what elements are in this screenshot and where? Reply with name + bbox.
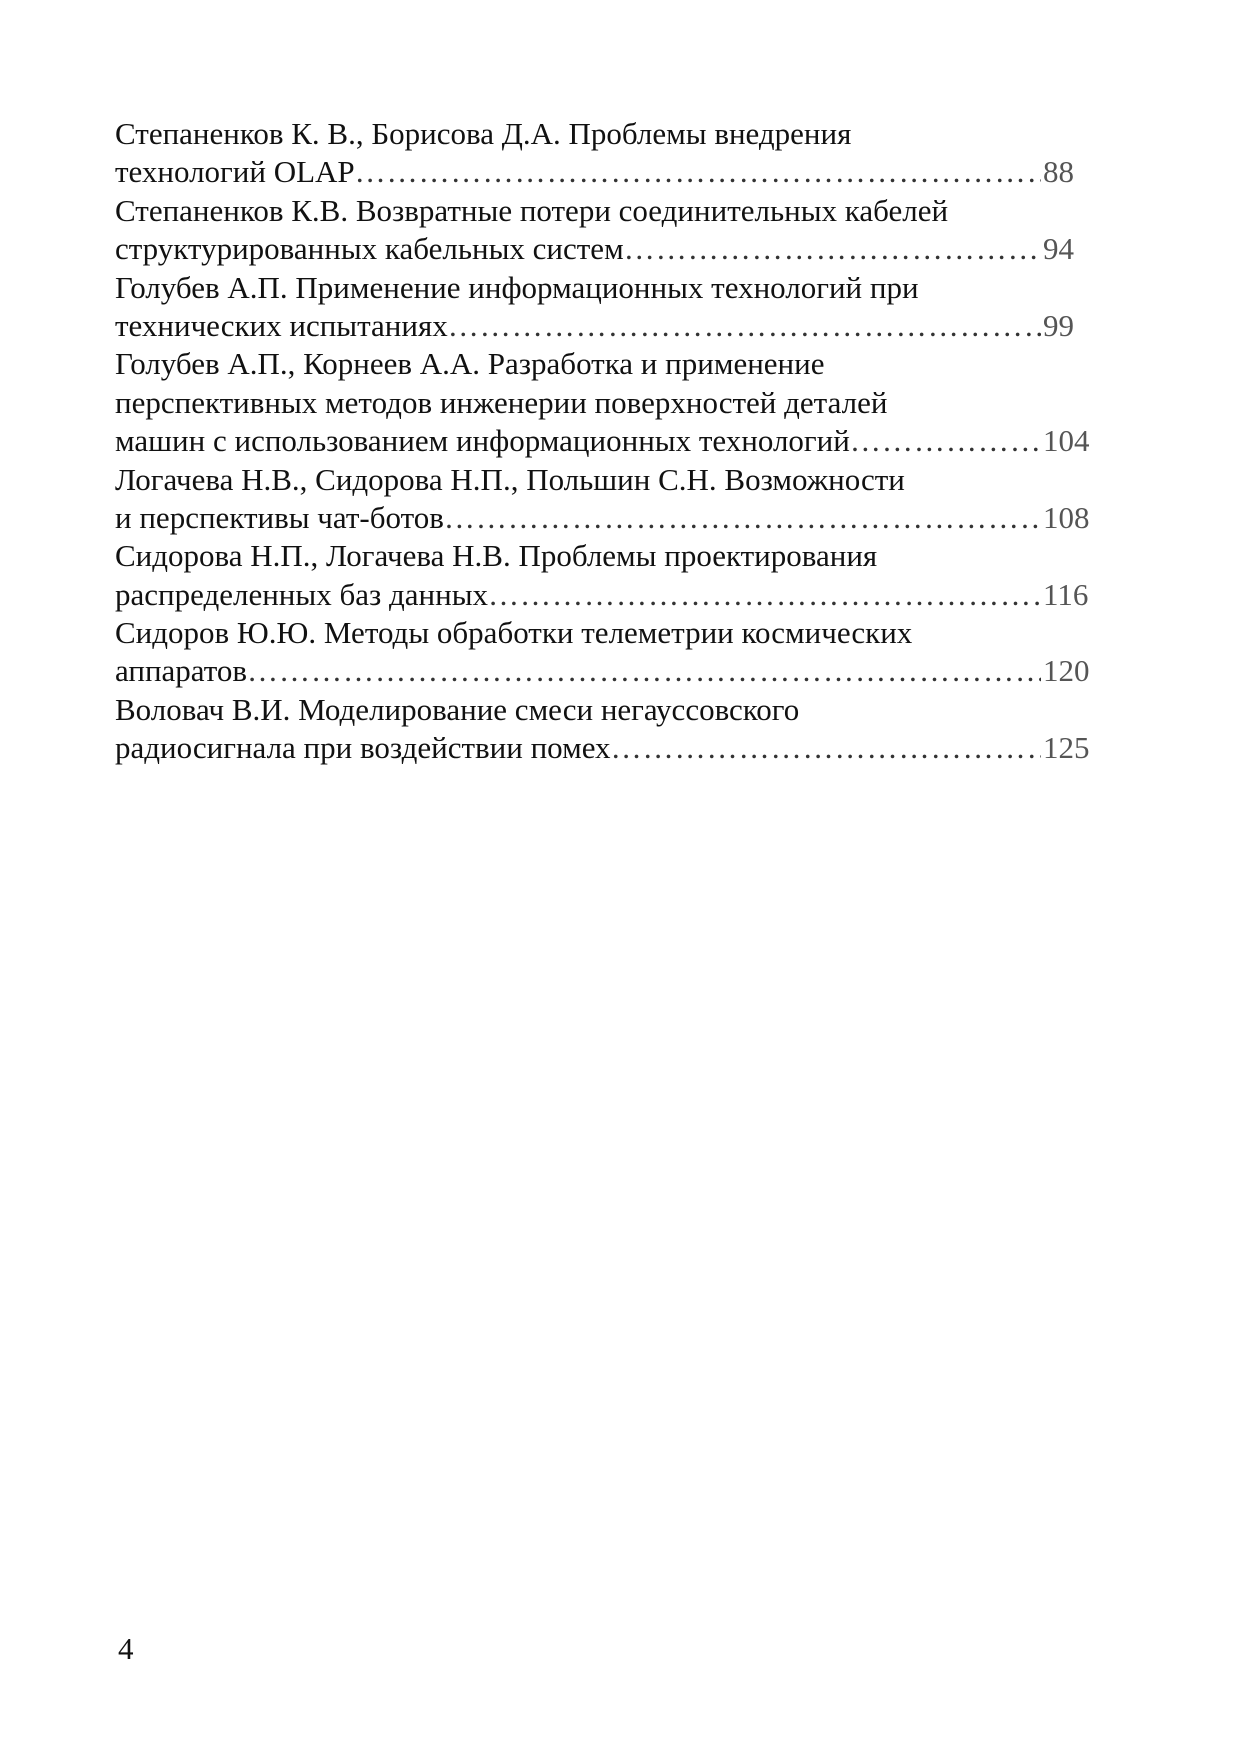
- toc-entry-title-end: распределенных баз данных: [115, 576, 489, 612]
- toc-entry: [115, 345, 1095, 460]
- toc-entry-title-end: структурированных кабельных систем: [115, 231, 624, 267]
- toc-page-number: 120: [1043, 653, 1090, 689]
- dot-leader: [247, 652, 1041, 690]
- toc-entry: [115, 614, 1095, 691]
- toc-entry-title-end: технических испытаниях: [115, 307, 448, 343]
- toc-entry-line: Сидоров Ю.Ю. Методы обработки телеметрии космических: [115, 615, 913, 651]
- toc-entry-last-line: [115, 729, 1095, 767]
- dot-leader: [488, 576, 1041, 614]
- toc-entry-line: Воловач В.И. Моделирование смеси негауссовского: [115, 691, 800, 727]
- toc-entry-line: Степаненков К.В. Возвратные потери соединительных кабелей: [115, 192, 949, 228]
- toc-page-number: 116: [1043, 576, 1089, 612]
- toc-entry-line: Голубев А.П. Применение информационных технологий при: [115, 269, 919, 305]
- toc-entry-last-line: [115, 153, 1095, 191]
- toc-entry-line: Степаненков К. В., Борисова Д.А. Проблемы внедрения: [115, 116, 852, 151]
- toc-entry: [115, 691, 1095, 768]
- toc-entry-last-line: [115, 422, 1095, 460]
- toc-entry-last-line: [115, 576, 1095, 614]
- toc-entry-line: Голубев А.П., Корнеев А.А. Разработка и применение: [115, 346, 825, 382]
- dot-leader: [850, 422, 1041, 460]
- toc-entry-line: перспективных методов инженерии поверхностей деталей: [115, 384, 888, 420]
- toc-entry-title-end: радиосигнала при воздействии помех: [115, 730, 611, 766]
- toc-entry-title-end: и перспективы чат-ботов: [115, 499, 444, 535]
- dot-leader: [624, 230, 1041, 268]
- toc-entry-title-end: машин с использованием информационных технологий: [115, 423, 850, 459]
- toc-page-number: 104: [1043, 423, 1090, 459]
- dot-leader: [448, 307, 1041, 345]
- toc-page-number: 88: [1043, 154, 1074, 190]
- toc-entry-last-line: [115, 230, 1095, 268]
- dot-leader: [444, 499, 1041, 537]
- toc-entry-line: Сидорова Н.П., Логачева Н.В. Проблемы проектирования: [115, 538, 878, 574]
- table-of-contents: [115, 115, 1095, 768]
- toc-entry-last-line: [115, 307, 1095, 345]
- toc-entry: [115, 269, 1095, 346]
- toc-entry: [115, 192, 1095, 269]
- toc-entry-line: Логачева Н.В., Сидорова Н.П., Польшин С.Н. Возможности: [115, 461, 905, 497]
- toc-entry-last-line: [115, 499, 1095, 537]
- toc-entry-title-end: аппаратов: [115, 653, 248, 689]
- toc-entry: [115, 115, 1095, 192]
- toc-entry-last-line: [115, 652, 1095, 690]
- toc-entry: [115, 461, 1095, 538]
- toc-page-number: 108: [1043, 499, 1090, 535]
- toc-page-number: 94: [1043, 231, 1074, 267]
- toc-entry-title-end: технологий OLAP: [115, 154, 355, 190]
- toc-page-number: 99: [1043, 307, 1074, 343]
- page-number: 4: [118, 1631, 134, 1666]
- toc-entry: [115, 537, 1095, 614]
- dot-leader: [611, 729, 1041, 767]
- toc-page-number: 125: [1043, 730, 1090, 766]
- dot-leader: [355, 153, 1041, 191]
